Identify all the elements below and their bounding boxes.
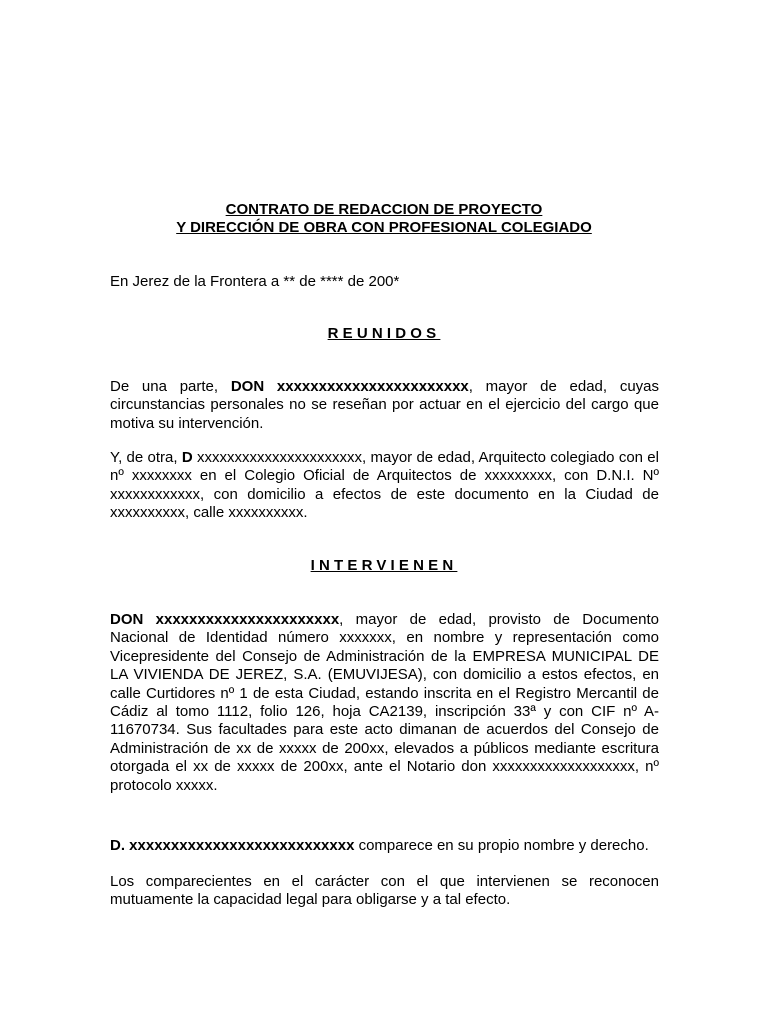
intervienen-p2-rest: comparece en su propio nombre y derecho. xyxy=(354,837,649,854)
reunidos-p1-name: DON xxxxxxxxxxxxxxxxxxxxxxx xyxy=(230,378,469,395)
contract-title-line-1: CONTRATO DE REDACCION DE PROYECTO xyxy=(225,201,543,218)
intervienen-heading: INTERVIENEN xyxy=(310,557,458,574)
reunidos-heading: REUNIDOS xyxy=(327,325,441,342)
reunidos-p2-name: D xyxy=(181,449,193,466)
intervienen-p1-name: DON xxxxxxxxxxxxxxxxxxxxxx xyxy=(110,611,340,628)
intervienen-paragraph-2 xyxy=(110,837,659,855)
intervienen-p1-rest: , mayor de edad, provisto de Documento Nacional de Identidad número xxxxxxx, en nombre y representación como Vicepresidente del Consejo de Administración de la EMPRESA MUNICIPAL DE LA VIVIENDA DE JEREZ, S.A. (EMUVIJESA), con domicilio a estos efectos, en calle Curtidores nº 1 de esta Ciudad, estando inscrita en el Registro Mercantil de Cádiz al tomo 1112, folio 126, hoja CA2139, inscripción 33ª y con CIF nº A-11670734. Sus facultades para este acto dimanan de acuerdos del Consejo de Administración de xx de xxxxx de 200xx, elevados a públicos mediante escritura otorgada el xx de xxxxx de 200xx, ante el Notario don xxxxxxxxxxxxxxxxxxx, nº protocolo xxxxx. xyxy=(110,611,659,794)
intervienen-paragraph-3: Los comparecientes en el carácter con el que intervienen se reconocen mutuamente la capacidad legal para obligarse y a tal efecto. xyxy=(110,873,659,909)
reunidos-p1-lead: De una parte, xyxy=(110,378,231,395)
intervienen-paragraph-1 xyxy=(110,611,659,795)
reunidos-p1-rest: , mayor de edad, cuyas circunstancias personales no se reseñan por actuar en el ejercicio del cargo que motiva su intervención. xyxy=(110,378,660,432)
reunidos-paragraph-2 xyxy=(110,449,659,523)
reunidos-p2-rest: xxxxxxxxxxxxxxxxxxxxxx, mayor de edad, Arquitecto colegiado con el nº xxxxxxxx en el Colegio Oficial de Arquitectos de xxxxxxxxx, con D.N.I. Nº xxxxxxxxxxxx, con domicilio a efectos de este documento en la Ciudad de xxxxxxxxxx, calle xxxxxxxxxx. xyxy=(110,449,659,522)
reunidos-paragraph-1 xyxy=(110,378,659,433)
contract-title-line-2: Y DIRECCIÓN DE OBRA CON PROFESIONAL COLEGIADO xyxy=(176,219,592,236)
intervienen-p2-name: D. xxxxxxxxxxxxxxxxxxxxxxxxxxx xyxy=(110,837,355,854)
place-date-line: En Jerez de la Frontera a ** de **** de 200* xyxy=(110,273,400,290)
reunidos-p2-lead: Y, de otra, xyxy=(110,449,182,466)
